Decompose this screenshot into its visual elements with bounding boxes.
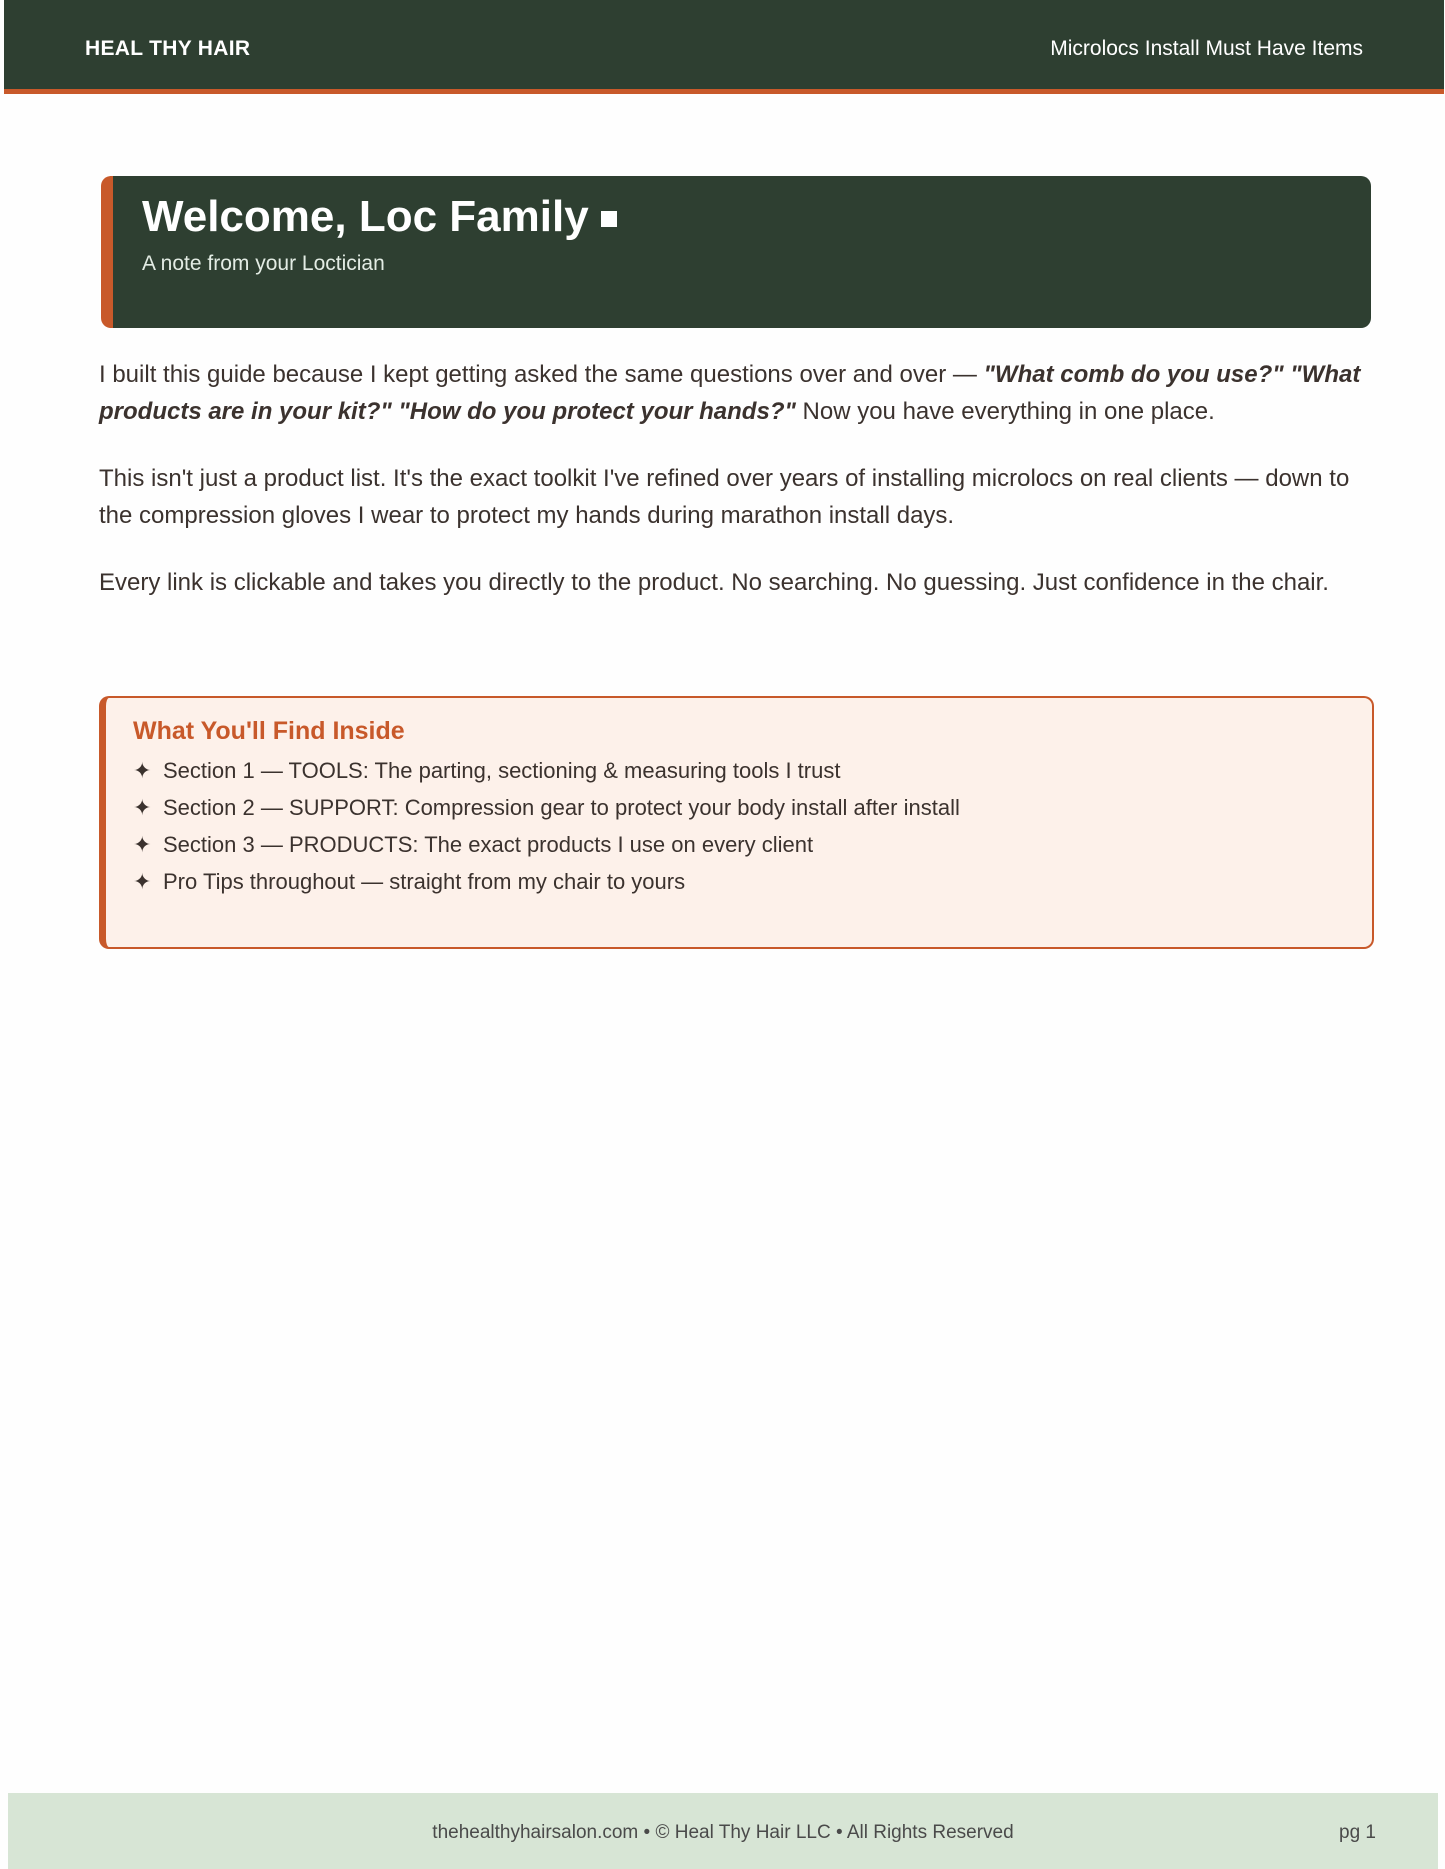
- document-title: Microlocs Install Must Have Items: [1050, 37, 1363, 60]
- footer-copyright: thehealthyhairsalon.com • © Heal Thy Hair LLC • All Rights Reserved: [432, 1822, 1014, 1843]
- page-footer: [8, 1793, 1438, 1869]
- intro-text: [99, 356, 1381, 631]
- list-item-text: Section 1 — TOOLS: The parting, sectioning & measuring tools I trust: [163, 757, 841, 783]
- intro-paragraph-3: Every link is clickable and takes you directly to the product. No searching. No guessing. Just confidence in the chair.: [99, 569, 1329, 596]
- whats-inside-list: [133, 752, 960, 900]
- four-point-star-icon: ✦: [133, 868, 152, 894]
- intro-paragraph-1: [99, 356, 1381, 430]
- welcome-subtitle: A note from your Loctician: [142, 252, 385, 275]
- list-item-text: Section 2 — SUPPORT: Compression gear to protect your body install after install: [163, 794, 960, 820]
- whats-inside-callout: [99, 696, 1374, 949]
- top-header-bar: [4, 0, 1444, 94]
- welcome-banner: [101, 176, 1371, 328]
- intro-paragraph-1-end: Now you have everything in one place.: [795, 398, 1215, 425]
- welcome-title: Welcome, Loc Family: [142, 192, 589, 241]
- square-icon: [601, 211, 617, 227]
- list-item: [133, 789, 960, 826]
- intro-paragraph-1-text: I built this guide because I kept getting asked the same questions over and over —: [99, 361, 984, 388]
- four-point-star-icon: ✦: [133, 831, 152, 857]
- welcome-title-row: [142, 188, 617, 245]
- page-number: pg 1: [1339, 1822, 1376, 1843]
- whats-inside-title: What You'll Find Inside: [133, 717, 405, 745]
- list-item: [133, 863, 960, 900]
- intro-paragraph-2: This isn't just a product list. It's the exact toolkit I've refined over years of installing microlocs on real clients — down to the compression gloves I wear to protect my hands during marathon install days.: [99, 465, 1350, 529]
- intro-questions: "What comb do you use?" "What products are in your kit?" "How do you protect your hands?": [99, 361, 1361, 425]
- list-item-text: Section 3 — PRODUCTS: The exact products I use on every client: [163, 831, 814, 857]
- list-item: [133, 752, 960, 789]
- four-point-star-icon: ✦: [133, 757, 152, 783]
- brand-name: HEAL THY HAIR: [85, 37, 251, 60]
- list-item: [133, 826, 960, 863]
- list-item-text: Pro Tips throughout — straight from my chair to yours: [163, 868, 686, 894]
- four-point-star-icon: ✦: [133, 794, 152, 820]
